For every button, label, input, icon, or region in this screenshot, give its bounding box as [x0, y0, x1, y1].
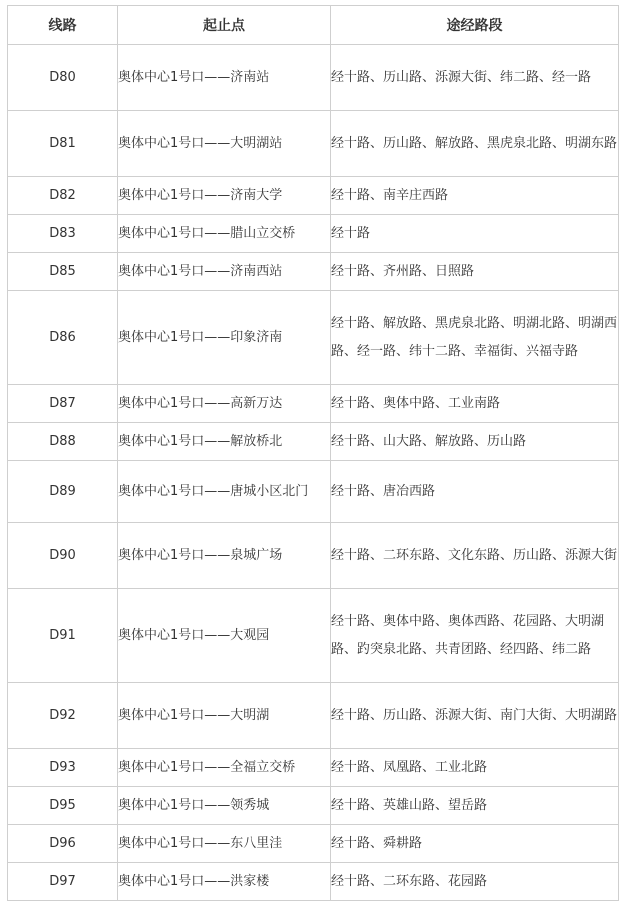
cell-via: 经十路、齐州路、日照路 [331, 253, 619, 291]
route-table-container [7, 5, 618, 901]
cell-via: 经十路、舜耕路 [331, 825, 619, 863]
table-row [8, 787, 619, 825]
cell-via: 经十路、二环东路、花园路 [331, 863, 619, 901]
cell-line: D80 [8, 45, 118, 111]
cell-line: D82 [8, 177, 118, 215]
table-row [8, 523, 619, 589]
cell-stops: 奥体中心1号口——东八里洼 [118, 825, 331, 863]
cell-line: D83 [8, 215, 118, 253]
table-row [8, 291, 619, 385]
table-header-row [8, 6, 619, 45]
table-row [8, 863, 619, 901]
table-row [8, 423, 619, 461]
cell-line: D90 [8, 523, 118, 589]
cell-via: 经十路、历山路、泺源大街、纬二路、经一路 [331, 45, 619, 111]
cell-stops: 奥体中心1号口——济南大学 [118, 177, 331, 215]
cell-line: D88 [8, 423, 118, 461]
cell-stops: 奥体中心1号口——腊山立交桥 [118, 215, 331, 253]
cell-via: 经十路、解放路、黑虎泉北路、明湖北路、明湖西路、经一路、纬十二路、幸福街、兴福寺路 [331, 291, 619, 385]
header-line: 线路 [8, 6, 118, 45]
table-row [8, 253, 619, 291]
route-table [7, 5, 619, 901]
cell-line: D81 [8, 111, 118, 177]
cell-stops: 奥体中心1号口——泉城广场 [118, 523, 331, 589]
table-row [8, 683, 619, 749]
cell-via: 经十路、英雄山路、望岳路 [331, 787, 619, 825]
header-stops: 起止点 [118, 6, 331, 45]
cell-stops: 奥体中心1号口——济南西站 [118, 253, 331, 291]
cell-line: D92 [8, 683, 118, 749]
table-row [8, 461, 619, 523]
cell-via: 经十路、历山路、泺源大街、南门大街、大明湖路 [331, 683, 619, 749]
table-row [8, 111, 619, 177]
cell-stops: 奥体中心1号口——解放桥北 [118, 423, 331, 461]
table-row [8, 589, 619, 683]
cell-stops: 奥体中心1号口——高新万达 [118, 385, 331, 423]
cell-line: D97 [8, 863, 118, 901]
cell-stops: 奥体中心1号口——洪家楼 [118, 863, 331, 901]
cell-line: D87 [8, 385, 118, 423]
cell-line: D91 [8, 589, 118, 683]
cell-via: 经十路 [331, 215, 619, 253]
cell-line: D85 [8, 253, 118, 291]
cell-line: D96 [8, 825, 118, 863]
cell-stops: 奥体中心1号口——大观园 [118, 589, 331, 683]
cell-via: 经十路、南辛庄西路 [331, 177, 619, 215]
cell-via: 经十路、奥体中路、工业南路 [331, 385, 619, 423]
table-row [8, 825, 619, 863]
table-row [8, 215, 619, 253]
cell-stops: 奥体中心1号口——领秀城 [118, 787, 331, 825]
cell-stops: 奥体中心1号口——印象济南 [118, 291, 331, 385]
cell-via: 经十路、凤凰路、工业北路 [331, 749, 619, 787]
cell-via: 经十路、山大路、解放路、历山路 [331, 423, 619, 461]
cell-via: 经十路、历山路、解放路、黑虎泉北路、明湖东路 [331, 111, 619, 177]
table-row [8, 385, 619, 423]
table-row [8, 177, 619, 215]
cell-stops: 奥体中心1号口——大明湖 [118, 683, 331, 749]
cell-line: D86 [8, 291, 118, 385]
table-row [8, 45, 619, 111]
cell-stops: 奥体中心1号口——唐城小区北门 [118, 461, 331, 523]
cell-via: 经十路、奥体中路、奥体西路、花园路、大明湖路、趵突泉北路、共青团路、经四路、纬二路 [331, 589, 619, 683]
header-via: 途经路段 [331, 6, 619, 45]
cell-stops: 奥体中心1号口——全福立交桥 [118, 749, 331, 787]
cell-line: D89 [8, 461, 118, 523]
cell-stops: 奥体中心1号口——大明湖站 [118, 111, 331, 177]
cell-via: 经十路、二环东路、文化东路、历山路、泺源大街 [331, 523, 619, 589]
cell-line: D93 [8, 749, 118, 787]
cell-stops: 奥体中心1号口——济南站 [118, 45, 331, 111]
cell-line: D95 [8, 787, 118, 825]
table-row [8, 749, 619, 787]
cell-via: 经十路、唐冶西路 [331, 461, 619, 523]
